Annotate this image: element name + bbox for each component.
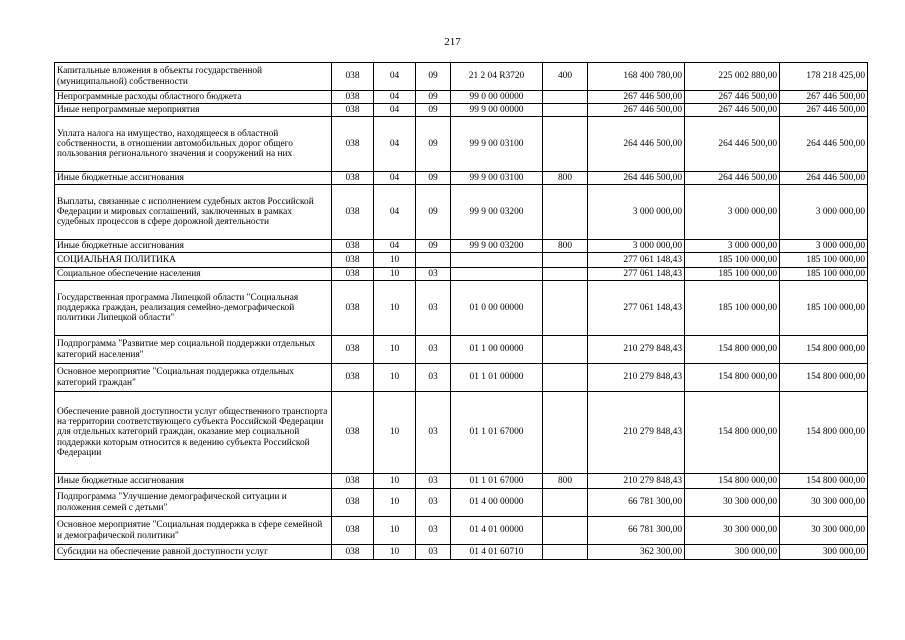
section-code-cell: 10 bbox=[374, 517, 416, 545]
subsection-code-cell: 09 bbox=[416, 172, 451, 185]
subsection-code-cell: 03 bbox=[416, 336, 451, 364]
ved-code-cell: 038 bbox=[332, 281, 374, 336]
amount-year1-cell: 168 400 780,00 bbox=[588, 63, 685, 91]
subsection-code-cell: 03 bbox=[416, 489, 451, 517]
row-name-cell: Иные бюджетные ассигнования bbox=[55, 172, 332, 185]
amount-year1-cell: 210 279 848,43 bbox=[588, 336, 685, 364]
expense-type-cell: 800 bbox=[543, 474, 588, 489]
table-row bbox=[55, 240, 868, 253]
row-name-cell: Субсидии на обеспечение равной доступности услуг bbox=[55, 545, 332, 560]
subsection-code-cell: 03 bbox=[416, 517, 451, 545]
expense-type-cell bbox=[543, 489, 588, 517]
section-code-cell: 10 bbox=[374, 364, 416, 392]
amount-year2-cell: 264 446 500,00 bbox=[685, 117, 780, 172]
amount-year1-cell: 66 781 300,00 bbox=[588, 517, 685, 545]
table-row bbox=[55, 489, 868, 517]
section-code-cell: 04 bbox=[374, 240, 416, 253]
expense-type-cell bbox=[543, 545, 588, 560]
table-row bbox=[55, 185, 868, 240]
target-article-cell: 01 1 01 00000 bbox=[451, 364, 543, 392]
target-article-cell: 01 1 00 00000 bbox=[451, 336, 543, 364]
ved-code-cell: 038 bbox=[332, 474, 374, 489]
subsection-code-cell: 09 bbox=[416, 63, 451, 91]
ved-code-cell: 038 bbox=[332, 489, 374, 517]
amount-year3-cell: 3 000 000,00 bbox=[780, 185, 868, 240]
amount-year3-cell: 154 800 000,00 bbox=[780, 392, 868, 474]
expense-type-cell: 800 bbox=[543, 240, 588, 253]
section-code-cell: 04 bbox=[374, 104, 416, 117]
row-name-cell: Основное мероприятие "Социальная поддержка в сфере семейной и демографической политики" bbox=[55, 517, 332, 545]
expense-type-cell bbox=[543, 336, 588, 364]
amount-year2-cell: 3 000 000,00 bbox=[685, 185, 780, 240]
expense-type-cell bbox=[543, 253, 588, 268]
table-row bbox=[55, 91, 868, 104]
table-row bbox=[55, 117, 868, 172]
budget-table bbox=[54, 62, 868, 560]
ved-code-cell: 038 bbox=[332, 517, 374, 545]
amount-year2-cell: 154 800 000,00 bbox=[685, 474, 780, 489]
ved-code-cell: 038 bbox=[332, 253, 374, 268]
target-article-cell: 01 4 01 00000 bbox=[451, 517, 543, 545]
amount-year2-cell: 154 800 000,00 bbox=[685, 364, 780, 392]
ved-code-cell: 038 bbox=[332, 91, 374, 104]
target-article-cell: 99 9 00 03200 bbox=[451, 185, 543, 240]
section-code-cell: 10 bbox=[374, 474, 416, 489]
amount-year2-cell: 30 300 000,00 bbox=[685, 517, 780, 545]
target-article-cell: 01 1 01 67000 bbox=[451, 392, 543, 474]
amount-year2-cell: 154 800 000,00 bbox=[685, 392, 780, 474]
amount-year2-cell: 300 000,00 bbox=[685, 545, 780, 560]
target-article-cell: 99 9 00 03100 bbox=[451, 117, 543, 172]
amount-year3-cell: 264 446 500,00 bbox=[780, 117, 868, 172]
amount-year2-cell: 267 446 500,00 bbox=[685, 91, 780, 104]
ved-code-cell: 038 bbox=[332, 185, 374, 240]
target-article-cell: 99 9 00 00000 bbox=[451, 104, 543, 117]
ved-code-cell: 038 bbox=[332, 63, 374, 91]
expense-type-cell bbox=[543, 364, 588, 392]
table-row bbox=[55, 281, 868, 336]
expense-type-cell bbox=[543, 281, 588, 336]
row-name-cell: Подпрограмма "Развитие мер социальной поддержки отдельных категорий населения" bbox=[55, 336, 332, 364]
target-article-cell: 99 9 00 03200 bbox=[451, 240, 543, 253]
row-name-cell: Основное мероприятие "Социальная поддержка отдельных категорий граждан" bbox=[55, 364, 332, 392]
amount-year3-cell: 267 446 500,00 bbox=[780, 91, 868, 104]
section-code-cell: 10 bbox=[374, 489, 416, 517]
target-article-cell: 01 4 00 00000 bbox=[451, 489, 543, 517]
subsection-code-cell: 09 bbox=[416, 91, 451, 104]
target-article-cell bbox=[451, 253, 543, 268]
amount-year2-cell: 154 800 000,00 bbox=[685, 336, 780, 364]
table-row bbox=[55, 545, 868, 560]
amount-year2-cell: 3 000 000,00 bbox=[685, 240, 780, 253]
section-code-cell: 10 bbox=[374, 253, 416, 268]
expense-type-cell bbox=[543, 91, 588, 104]
amount-year1-cell: 267 446 500,00 bbox=[588, 104, 685, 117]
expense-type-cell: 400 bbox=[543, 63, 588, 91]
subsection-code-cell: 09 bbox=[416, 117, 451, 172]
amount-year3-cell: 30 300 000,00 bbox=[780, 489, 868, 517]
section-code-cell: 10 bbox=[374, 545, 416, 560]
amount-year1-cell: 277 061 148,43 bbox=[588, 281, 685, 336]
amount-year3-cell: 3 000 000,00 bbox=[780, 240, 868, 253]
target-article-cell: 01 1 01 67000 bbox=[451, 474, 543, 489]
ved-code-cell: 038 bbox=[332, 545, 374, 560]
row-name-cell: Выплаты, связанные с исполнением судебных актов Российской Федерации и мировых соглашений, заключенных в рамках судебных процессов в сфере дорожной деятельности bbox=[55, 185, 332, 240]
amount-year3-cell: 154 800 000,00 bbox=[780, 364, 868, 392]
amount-year1-cell: 66 781 300,00 bbox=[588, 489, 685, 517]
amount-year2-cell: 185 100 000,00 bbox=[685, 268, 780, 281]
ved-code-cell: 038 bbox=[332, 240, 374, 253]
row-name-cell: Государственная программа Липецкой области "Социальная поддержка граждан, реализация семейно-демографической политики Липецкой области" bbox=[55, 281, 332, 336]
section-code-cell: 04 bbox=[374, 91, 416, 104]
amount-year2-cell: 225 002 880,00 bbox=[685, 63, 780, 91]
amount-year3-cell: 264 446 500,00 bbox=[780, 172, 868, 185]
row-name-cell: Уплата налога на имущество, находящееся в областной собственности, в отношении автомобильных дорог общего пользования регионального значения и сооружений на них bbox=[55, 117, 332, 172]
subsection-code-cell: 09 bbox=[416, 240, 451, 253]
row-name-cell: Подпрограмма "Улучшение демографической ситуации и положения семей с детьми" bbox=[55, 489, 332, 517]
amount-year3-cell: 154 800 000,00 bbox=[780, 336, 868, 364]
target-article-cell: 21 2 04 R3720 bbox=[451, 63, 543, 91]
page-number: 217 bbox=[444, 36, 461, 48]
target-article-cell: 01 0 00 00000 bbox=[451, 281, 543, 336]
expense-type-cell bbox=[543, 517, 588, 545]
section-code-cell: 04 bbox=[374, 117, 416, 172]
row-name-cell: Иные бюджетные ассигнования bbox=[55, 240, 332, 253]
amount-year1-cell: 277 061 148,43 bbox=[588, 268, 685, 281]
target-article-cell: 99 0 00 00000 bbox=[451, 91, 543, 104]
target-article-cell: 99 9 00 03100 bbox=[451, 172, 543, 185]
target-article-cell: 01 4 01 60710 bbox=[451, 545, 543, 560]
table-row bbox=[55, 253, 868, 268]
table-row bbox=[55, 392, 868, 474]
table-row bbox=[55, 172, 868, 185]
amount-year3-cell: 30 300 000,00 bbox=[780, 517, 868, 545]
amount-year3-cell: 185 100 000,00 bbox=[780, 281, 868, 336]
row-name-cell: Капитальные вложения в объекты государственной (муниципальной) собственности bbox=[55, 63, 332, 91]
table-row bbox=[55, 474, 868, 489]
subsection-code-cell: 03 bbox=[416, 268, 451, 281]
amount-year2-cell: 264 446 500,00 bbox=[685, 172, 780, 185]
amount-year3-cell: 154 800 000,00 bbox=[780, 474, 868, 489]
amount-year1-cell: 264 446 500,00 bbox=[588, 117, 685, 172]
row-name-cell: Социальное обеспечение населения bbox=[55, 268, 332, 281]
section-code-cell: 10 bbox=[374, 336, 416, 364]
amount-year1-cell: 3 000 000,00 bbox=[588, 185, 685, 240]
section-code-cell: 04 bbox=[374, 63, 416, 91]
row-name-cell: Обеспечение равной доступности услуг общественного транспорта на территории соответствующего субъекта Российской Федерации для отдельных категорий граждан, оказание мер социальной поддержки которым относится к ведению субъекта Российской Федерации bbox=[55, 392, 332, 474]
ved-code-cell: 038 bbox=[332, 336, 374, 364]
amount-year3-cell: 178 218 425,00 bbox=[780, 63, 868, 91]
amount-year3-cell: 185 100 000,00 bbox=[780, 268, 868, 281]
subsection-code-cell: 03 bbox=[416, 474, 451, 489]
row-name-cell: СОЦИАЛЬНАЯ ПОЛИТИКА bbox=[55, 253, 332, 268]
amount-year3-cell: 185 100 000,00 bbox=[780, 253, 868, 268]
amount-year1-cell: 210 279 848,43 bbox=[588, 392, 685, 474]
expense-type-cell bbox=[543, 392, 588, 474]
table-row bbox=[55, 63, 868, 91]
amount-year2-cell: 30 300 000,00 bbox=[685, 489, 780, 517]
amount-year3-cell: 300 000,00 bbox=[780, 545, 868, 560]
ved-code-cell: 038 bbox=[332, 364, 374, 392]
row-name-cell: Иные непрограммные мероприятия bbox=[55, 104, 332, 117]
amount-year2-cell: 267 446 500,00 bbox=[685, 104, 780, 117]
amount-year1-cell: 277 061 148,43 bbox=[588, 253, 685, 268]
amount-year1-cell: 210 279 848,43 bbox=[588, 364, 685, 392]
amount-year1-cell: 267 446 500,00 bbox=[588, 91, 685, 104]
ved-code-cell: 038 bbox=[332, 172, 374, 185]
table-row bbox=[55, 336, 868, 364]
section-code-cell: 10 bbox=[374, 268, 416, 281]
target-article-cell bbox=[451, 268, 543, 281]
ved-code-cell: 038 bbox=[332, 117, 374, 172]
expense-type-cell bbox=[543, 104, 588, 117]
amount-year2-cell: 185 100 000,00 bbox=[685, 253, 780, 268]
subsection-code-cell bbox=[416, 253, 451, 268]
section-code-cell: 04 bbox=[374, 185, 416, 240]
amount-year2-cell: 185 100 000,00 bbox=[685, 281, 780, 336]
table-row bbox=[55, 268, 868, 281]
expense-type-cell bbox=[543, 117, 588, 172]
table-row bbox=[55, 364, 868, 392]
table-row bbox=[55, 517, 868, 545]
section-code-cell: 10 bbox=[374, 392, 416, 474]
expense-type-cell bbox=[543, 268, 588, 281]
expense-type-cell: 800 bbox=[543, 172, 588, 185]
table-row bbox=[55, 104, 868, 117]
subsection-code-cell: 03 bbox=[416, 281, 451, 336]
expense-type-cell bbox=[543, 185, 588, 240]
row-name-cell: Непрограммные расходы областного бюджета bbox=[55, 91, 332, 104]
ved-code-cell: 038 bbox=[332, 268, 374, 281]
section-code-cell: 10 bbox=[374, 281, 416, 336]
row-name-cell: Иные бюджетные ассигнования bbox=[55, 474, 332, 489]
ved-code-cell: 038 bbox=[332, 104, 374, 117]
amount-year1-cell: 3 000 000,00 bbox=[588, 240, 685, 253]
amount-year1-cell: 264 446 500,00 bbox=[588, 172, 685, 185]
subsection-code-cell: 09 bbox=[416, 185, 451, 240]
amount-year1-cell: 362 300,00 bbox=[588, 545, 685, 560]
amount-year3-cell: 267 446 500,00 bbox=[780, 104, 868, 117]
amount-year1-cell: 210 279 848,43 bbox=[588, 474, 685, 489]
subsection-code-cell: 09 bbox=[416, 104, 451, 117]
section-code-cell: 04 bbox=[374, 172, 416, 185]
ved-code-cell: 038 bbox=[332, 392, 374, 474]
subsection-code-cell: 03 bbox=[416, 364, 451, 392]
subsection-code-cell: 03 bbox=[416, 545, 451, 560]
subsection-code-cell: 03 bbox=[416, 392, 451, 474]
